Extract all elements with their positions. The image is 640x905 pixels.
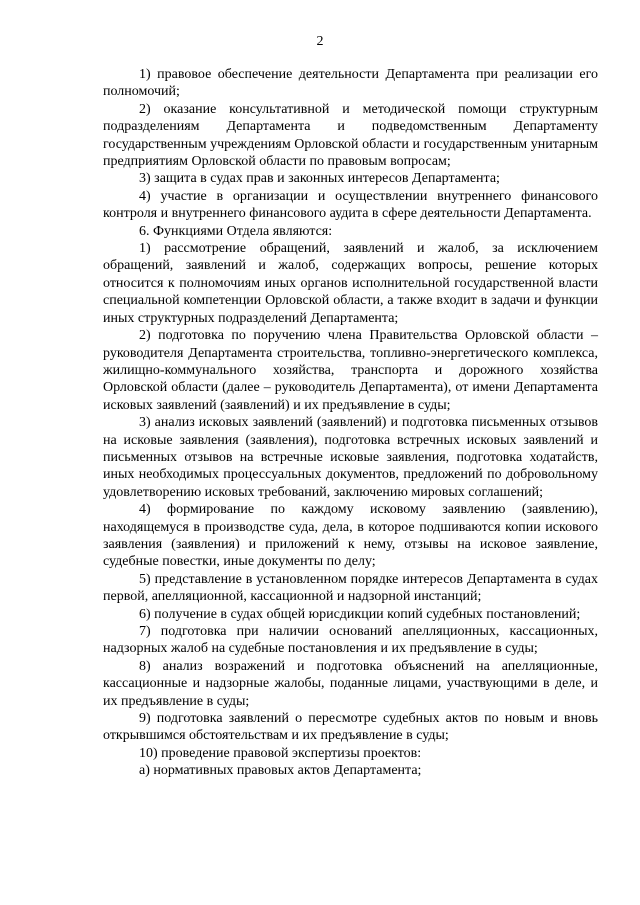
section-heading: 6. Функциями Отдела являются: (139, 223, 333, 239)
paragraph: 6) получение в судах общей юрисдикции копий судебных постановлений; (139, 606, 581, 622)
paragraph: 5) представление в установленном порядке интересов Департамента в судах первой, апелляционной, кассационной и надзорной инстанций; (103, 571, 598, 605)
paragraph: 4) участие в организации и осуществлении внутреннего финансового контроля и внутреннего финансового аудита в сфере деятельности Департамента. (103, 188, 598, 222)
paragraph: 8) анализ возражений и подготовка объяснений на апелляционные, кассационные и надзорные жалобы, поданные лицами, участвующими в деле, и их предъявление в суды; (103, 658, 598, 709)
page-number: 2 (316, 34, 324, 49)
paragraph: 9) подготовка заявлений о пересмотре судебных актов по новым и вновь открывшимся обстоятельствам и их предъявление в суды; (103, 711, 598, 744)
paragraph: 1) рассмотрение обращений, заявлений и жалоб, за исключением обращений, заявлений и жалоб, содержащих вопросы, решение которых относится к полномочиям иных органов исполнительной государственной власти специальной компетенции Орловской области, а также входит в задачи и функции иных структурных подразделений Департамента; (103, 241, 598, 326)
paragraph: 3) анализ исковых заявлений (заявлений) и подготовка письменных отзывов на исковые заявления (заявления), подготовка встречных исковых заявлений и письменных отзывов на встречные исковые заявления, подготовка ходатайств, иных необходимых процессуальных документов, предложений по добровольному удовлетворению исковых требований, заключению мировых соглашений; (103, 415, 598, 500)
paragraph: 7) подготовка при наличии оснований апелляционных, кассационных, надзорных жалоб на судебные постановления и их предъявление в суды; (103, 624, 598, 657)
paragraph: 3) защита в судах прав и законных интересов Департамента; (139, 171, 500, 187)
paragraph: 2) оказание консультативной и методической помощи структурным подразделениям Департамента и подведомственным Департаменту государственным учреждениям Орловской области и государственным унитарным предприятиям Орловской области по правовым вопросам; (103, 101, 598, 170)
paragraph: 2) подготовка по поручению члена Правительства Орловской области – руководителя Департамента строительства, топливно-энергетического комплекса, жилищно-коммунального хозяйства, транспорта и дорожного хозяйства Орловской области (далее – руководитель Департамента), от имени Департамента исковых заявлений (заявлений) и их предъявление в суды; (103, 328, 598, 413)
paragraph: 10) проведение правовой экспертизы проектов: (139, 745, 422, 761)
paragraph: а) нормативных правовых актов Департамента; (139, 763, 422, 779)
document-body (103, 66, 598, 780)
paragraph: 1) правовое обеспечение деятельности Департамента при реализации его полномочий; (103, 67, 598, 100)
paragraph: 4) формирование по каждому исковому заявлению (заявлению), находящемуся в производстве суда, дела, в которое подшиваются копии искового заявления (заявления) и приложений к нему, отзывы на исковое заявление, судебные повестки, иные документы по делу; (103, 502, 598, 570)
